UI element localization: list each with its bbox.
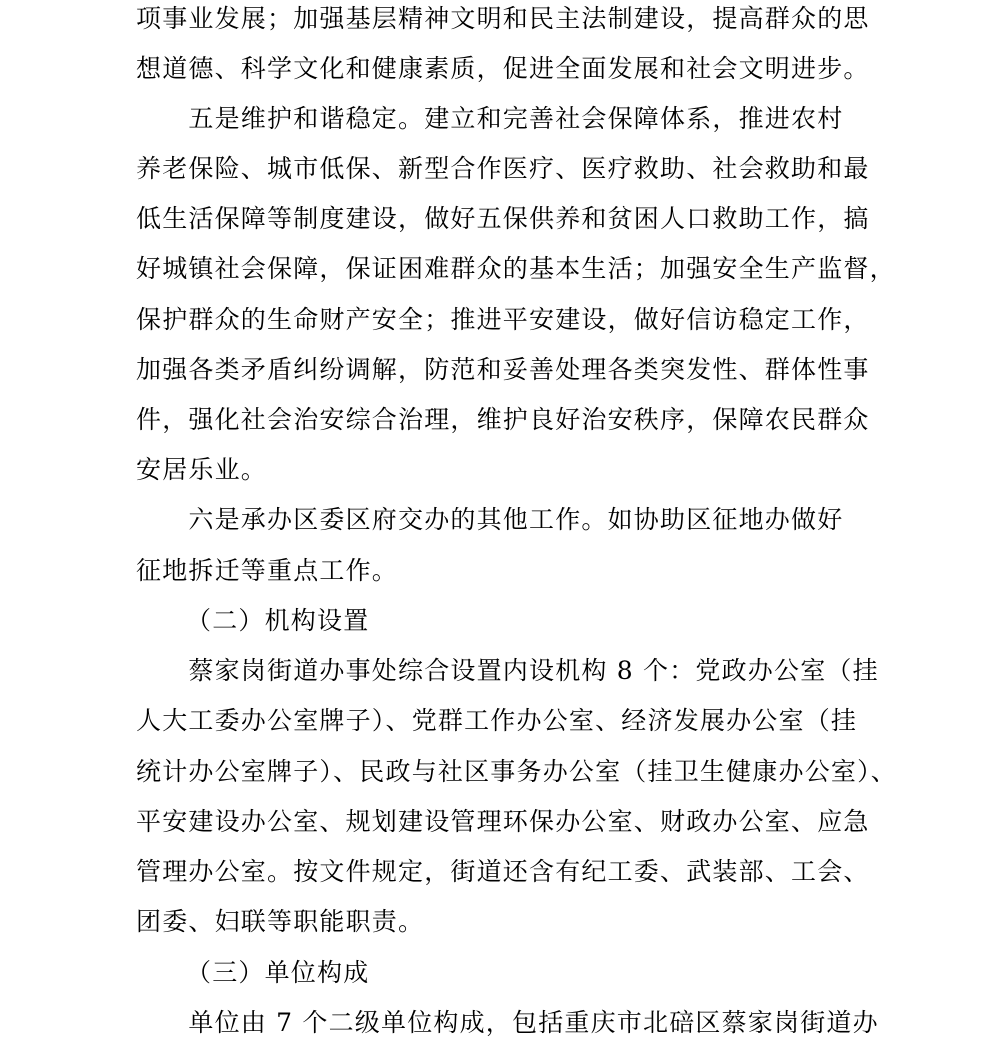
section-heading: （二）机构设置 <box>186 606 370 635</box>
text-line: 好城镇社会保障，保证困难群众的基本生活；加强安全生产监督， <box>136 254 896 283</box>
paragraph-start-line: 蔡家岗街道办事处综合设置内设机构 8 个：党政办公室（挂 <box>136 656 879 685</box>
paragraph-start-line: 六是承办区委区府交办的其他工作。如协助区征地办做好 <box>136 505 844 534</box>
paragraph-start-line: 单位由 7 个二级单位构成，包括重庆市北碚区蔡家岗街道办 <box>136 1008 879 1037</box>
text-line: 安居乐业。 <box>136 455 268 484</box>
text-line: 团委、妇联等职能职责。 <box>136 907 425 936</box>
text-line: 件，强化社会治安综合治理，维护良好治安秩序，保障农民群众 <box>136 405 870 434</box>
text-line: 平安建设办公室、规划建设管理环保办公室、财政办公室、应急 <box>136 807 870 836</box>
section-heading: （三）单位构成 <box>186 958 370 987</box>
text-line: 项事业发展；加强基层精神文明和民主法制建设，提高群众的思 <box>136 4 870 33</box>
text-line: 低生活保障等制度建设，做好五保供养和贫困人口救助工作，搞 <box>136 204 870 233</box>
text-line: 征地拆迁等重点工作。 <box>136 556 399 585</box>
text-line: 加强各类矛盾纠纷调解，防范和妥善处理各类突发性、群体性事 <box>136 355 870 384</box>
text-line: 统计办公室牌子）、民政与社区事务办公室（挂卫生健康办公室）、 <box>136 757 898 786</box>
text-line: 想道德、科学文化和健康素质，促进全面发展和社会文明进步。 <box>136 54 870 83</box>
text-line: 人大工委办公室牌子）、党群工作办公室、经济发展办公室（挂 <box>136 706 858 735</box>
text-line: 管理办公室。按文件规定，街道还含有纪工委、武装部、工会、 <box>136 857 870 886</box>
text-line: 养老保险、城市低保、新型合作医疗、医疗救助、社会救助和最 <box>136 154 870 183</box>
paragraph-start-line: 五是维护和谐稳定。建立和完善社会保障体系，推进农村 <box>136 104 844 133</box>
text-line: 保护群众的生命财产安全；推进平安建设，做好信访稳定工作， <box>136 305 870 334</box>
